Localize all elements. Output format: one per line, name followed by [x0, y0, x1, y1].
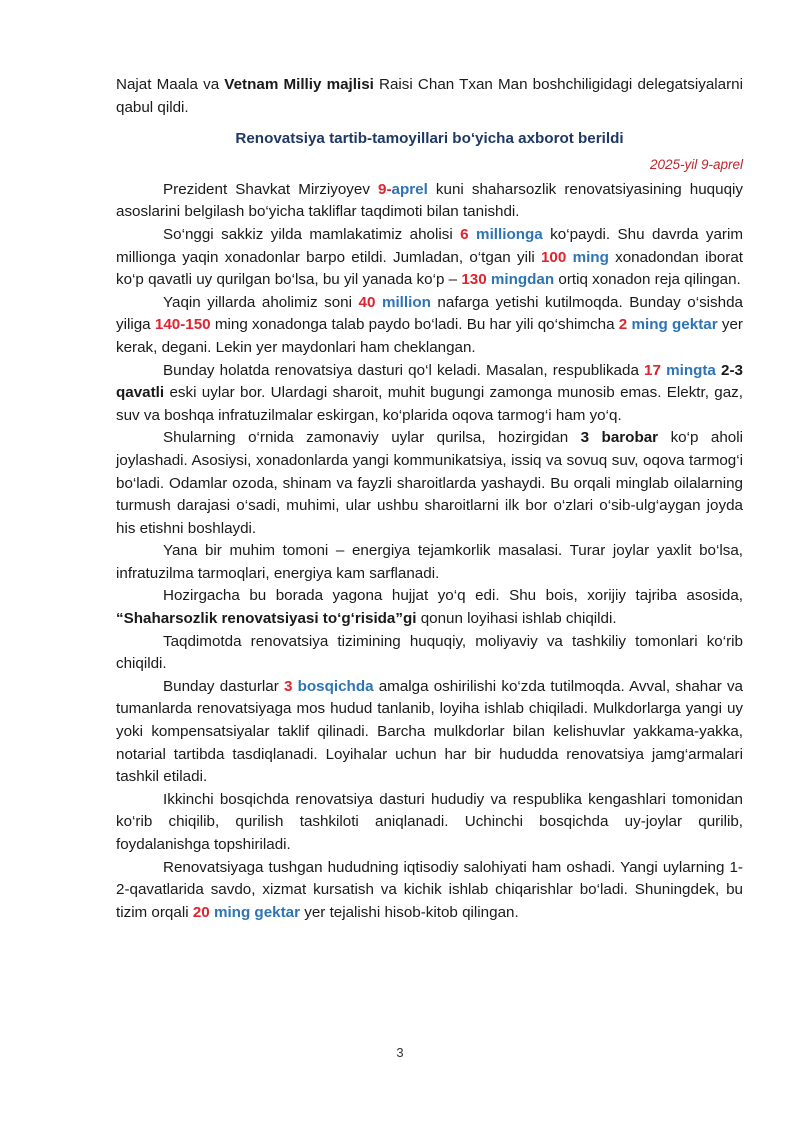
highlight-red: 3 [283, 677, 293, 695]
bold-text: 2-3 qavatli [116, 361, 743, 402]
text: kuni shaharsozlik renovatsiyasining huquqiy asoslarini belgilash bo‘yicha takliflar taqdimoti bilan tanishdi. [116, 180, 743, 221]
paragraph-7 [116, 585, 743, 630]
paragraph-9 [116, 676, 743, 789]
highlight-red: 130 [461, 271, 487, 289]
highlight-blue: aprel [391, 180, 428, 198]
highlight-red: 100 [540, 248, 567, 266]
text: qonun loyihasi ishlab chiqildi. [416, 610, 617, 628]
highlight-blue: million [375, 293, 431, 311]
text: nafarga yetishi kutilmoqda. Bunday o‘sishda yiliga [116, 293, 743, 334]
paragraph-11 [116, 857, 743, 925]
text: yer kerak, degani. Lekin yer maydonlari ham cheklangan. [116, 316, 743, 356]
text: amalga oshirilishi ko‘zda tutilmoqda. Avval, shahar va tumanlarda renovatsiyaga mos hudud tanlanib, loyiha ishlab chiqiladi. Mulkdorlarga yangi uy yoki kompensatsiyalar taklif qilinadi. Barcha mulkdorlar bilan kelishuvlar yakkama-yakka, notarial tartibda tasdiqlanadi. Loyihalar uchun har bir hududda renovatsiya jamg‘armalari tashkil etiladi. [116, 677, 743, 786]
highlight-red: 17 [644, 361, 661, 379]
article-date: 2025-yil 9-aprel [649, 156, 743, 172]
paragraph-5 [116, 427, 743, 540]
paragraph-6 [116, 540, 743, 585]
text: Raisi Chan Txan Man boshchiligidagi delegatsiyalarni qabul qildi. [116, 76, 743, 116]
highlight-blue: ming gektar [209, 903, 301, 921]
highlight-red: 6 [460, 225, 469, 243]
highlight-blue: mingdan [486, 271, 555, 289]
paragraph-3 [116, 292, 743, 360]
paragraph-4 [116, 360, 743, 428]
highlight-blue: bosqichda [292, 677, 374, 695]
paragraph-1 [116, 179, 743, 224]
highlight-red: 2 [618, 316, 628, 334]
bold-text: 3 barobar [580, 429, 659, 447]
paragraph-2 [116, 224, 743, 292]
article-title: Renovatsiya tartib-tamoyillari bo‘yicha axborot berildi [235, 130, 624, 148]
text: Yana bir muhim tomoni – energiya tejamkorlik masalasi. Turar joylar yaxlit bo‘lsa, infratuzilma tarmoqlari, energiya kam sarflanadi. [116, 542, 743, 582]
text: ortiq xonadon reja qilingan. [554, 271, 741, 289]
highlight-red: 20 [192, 903, 210, 921]
highlight-blue: ming [566, 248, 609, 266]
highlight-red: 9- [378, 180, 392, 198]
text: Shularning o‘rnida zamonaviy uylar qurilsa, hozirgidan [163, 429, 581, 447]
text: yer tejalishi hisob-kitob qilingan. [300, 903, 519, 921]
bold-text: Vetnam Milliy majlisi [224, 76, 374, 93]
paragraph-8 [116, 631, 743, 676]
page-number: 3 [396, 1045, 404, 1060]
highlight-blue: mingta [660, 361, 716, 379]
text: Najat Maala va [116, 76, 225, 93]
text: Prezident Shavkat Mirziyoyev [163, 180, 379, 198]
text: ko‘paydi. Shu davrda yarim millionga yaqin xonadonlar barpo etildi. Jumladan, o‘tgan yili [116, 225, 744, 266]
text: So‘nggi sakkiz yilda mamlakatimiz aholisi [163, 225, 461, 243]
bold-text: “Shaharsozlik renovatsiyasi to‘g‘risida”gi [116, 610, 417, 628]
text: Bunday dasturlar [163, 677, 284, 695]
text: Taqdimotda renovatsiya tizimining huquqiy, moliyaviy va tashkiliy tomonlari ko‘rib chiqildi. [116, 632, 743, 673]
text: Yaqin yillarda aholimiz soni [163, 293, 359, 311]
text: xonadondan iborat ko‘p qavatli uy qurilgan bo‘lsa, bu yil yanada ko‘p – [116, 248, 743, 289]
text: Bunday holatda renovatsiya dasturi qo‘l keladi. Masalan, respublikada [163, 361, 645, 379]
text: ming xonadonga talab paydo bo‘ladi. Bu har yili qo‘shimcha [210, 316, 619, 334]
highlight-red: 40 [358, 293, 376, 311]
text: Ikkinchi bosqichda renovatsiya dasturi hududiy va respublika kengashlari tomonidan ko‘rib chiqilib, qurilish tashkiloti aniqlanadi. Uchinchi bosqichda uy-joylar qurilib, foydalanishga topshiriladi. [116, 790, 743, 853]
highlight-blue: ming gektar [627, 316, 718, 334]
text: eski uylar bor. Ulardagi sharoit, muhit bugungi zamonga munosib emas. Elektr, gaz, suv va boshqa infratuzilmalar eskirgan, ko‘plarida oqova tarmog‘i ham yo‘q. [116, 384, 743, 424]
text: Renovatsiyaga tushgan hududning iqtisodiy salohiyati ham oshadi. Yangi uylarning 1-2-qavatlarida savdo, xizmat kursatish va kichik ishlab chiqarishlar bo‘ladi. Shuningdek, bu tizim orqali [116, 858, 743, 921]
intro-paragraph [116, 74, 743, 119]
highlight-blue: millionga [468, 225, 543, 243]
highlight-red: 140-150 [154, 316, 211, 334]
paragraph-10 [116, 789, 743, 857]
text: ko‘p aholi joylashadi. Asosiysi, xonadonlarda yangi kommunikatsiya, issiq va sovuq suv, oqova tarmog‘i bo‘ladi. Odamlar ozoda, shinam va fayzli sharoitlarda yashaydi. Bu orqali minglab oilalarning turmush darajasi o‘sadi, muhimi, ular ushbu sharoitlarni ilk bor o‘zlari o‘sib-ulg‘aygan joyda his etishni boshlaydi. [116, 429, 743, 537]
document-page [116, 74, 743, 924]
text: Hozirgacha bu borada yagona hujjat yo‘q edi. Shu bois, xorijiy tajriba asosida, [163, 587, 743, 605]
